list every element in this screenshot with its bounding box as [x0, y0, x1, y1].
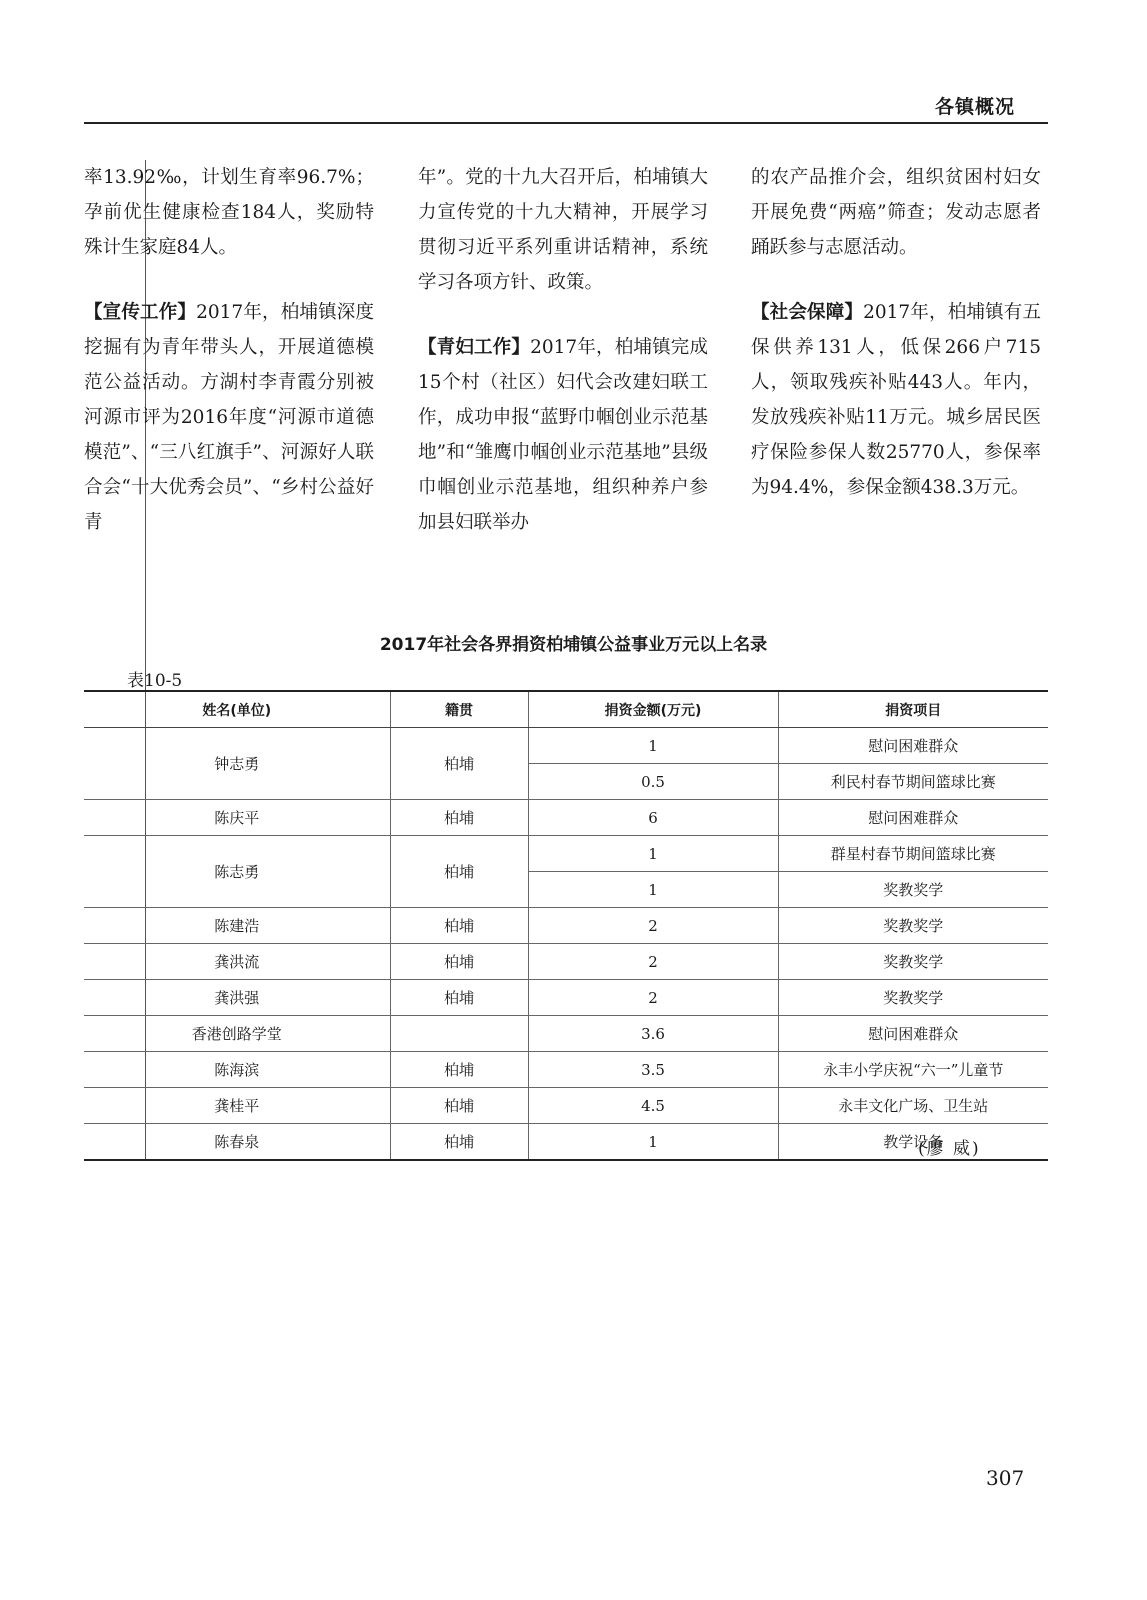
table-row [84, 1124, 1048, 1161]
column-header-project: 捐资项目 [778, 691, 1048, 728]
cell-origin: 柏埔 [390, 908, 528, 944]
cell-project: 奖教奖学 [778, 980, 1048, 1016]
cell-amount: 1 [528, 872, 778, 908]
cell-amount: 2 [528, 980, 778, 1016]
cell-project: 利民村春节期间篮球比赛 [778, 764, 1048, 800]
cell-amount: 1 [528, 1124, 778, 1161]
donation-table [84, 690, 1048, 1161]
table-row [84, 728, 1048, 764]
cell-name: 陈春泉 [84, 1124, 390, 1161]
table-row [84, 980, 1048, 1016]
text-column-2 [418, 160, 708, 570]
table-row [84, 800, 1048, 836]
paragraph-social-security [751, 295, 1041, 505]
paragraph-text: 2017年，柏埔镇有五保供养131人，低保266户715人，领取残疾补贴443人。年内，发放残疾补贴11万元。城乡居民医疗保险参保人数25770人，参保率为94.4%，参保金额438.3万元。 [751, 302, 1041, 498]
cell-name: 龚洪流 [84, 944, 390, 980]
cell-name: 龚桂平 [84, 1088, 390, 1124]
header-divider [84, 122, 1048, 124]
cell-name: 钟志勇 [84, 728, 390, 800]
page-number: 307 [986, 1466, 1025, 1490]
cell-name: 龚洪强 [84, 980, 390, 1016]
cell-origin: 柏埔 [390, 728, 528, 800]
paragraph-text: 2017年，柏埔镇深度挖掘有为青年带头人，开展道德模范公益活动。方湖村李青霞分别被河源市评为2016年度“河源市道德模范”、“三八红旗手”、河源好人联合会“十大优秀会员”、“乡村公益好青 [84, 302, 374, 533]
cell-amount: 6 [528, 800, 778, 836]
table-header-row [84, 691, 1048, 728]
cell-project: 慰问困难群众 [778, 728, 1048, 764]
paragraph-publicity [84, 295, 374, 540]
cell-origin [390, 1016, 528, 1052]
paragraph: 的农产品推介会，组织贫困村妇女开展免费“两癌”筛查；发动志愿者踊跃参与志愿活动。 [751, 167, 1041, 258]
cell-project: 群星村春节期间篮球比赛 [778, 836, 1048, 872]
column-header-origin: 籍贯 [390, 691, 528, 728]
cell-amount: 2 [528, 944, 778, 980]
cell-amount: 4.5 [528, 1088, 778, 1124]
section-label: 【社会保障】 [751, 302, 864, 323]
table-row [84, 1016, 1048, 1052]
text-column-3 [751, 160, 1041, 535]
cell-project: 永丰小学庆祝“六一”儿童节 [778, 1052, 1048, 1088]
cell-amount: 3.6 [528, 1016, 778, 1052]
cell-name: 陈志勇 [84, 836, 390, 908]
cell-name: 陈庆平 [84, 800, 390, 836]
table-number: 表10-5 [127, 671, 183, 691]
cell-amount: 1 [528, 836, 778, 872]
author-credit: (廖 威) [918, 1139, 981, 1159]
section-label: 【青妇工作】 [418, 337, 531, 358]
text-column-1 [84, 160, 374, 570]
cell-project: 慰问困难群众 [778, 800, 1048, 836]
column-header-name: 姓名(单位) [84, 691, 390, 728]
cell-name: 陈海滨 [84, 1052, 390, 1088]
table-title: 2017年社会各界捐资柏埔镇公益事业万元以上名录 [379, 635, 768, 655]
cell-origin: 柏埔 [390, 836, 528, 908]
table-row [84, 1052, 1048, 1088]
cell-origin: 柏埔 [390, 1052, 528, 1088]
cell-name: 香港创路学堂 [84, 1016, 390, 1052]
paragraph-text: 2017年，柏埔镇完成15个村（社区）妇代会改建妇联工作，成功申报“蓝野巾帼创业示范基地”和“雏鹰巾帼创业示范基地”县级巾帼创业示范基地，组织种养户参加县妇联举办 [418, 337, 708, 533]
cell-amount: 2 [528, 908, 778, 944]
cell-origin: 柏埔 [390, 1124, 528, 1161]
cell-origin: 柏埔 [390, 944, 528, 980]
table-row [84, 1088, 1048, 1124]
table-row [84, 908, 1048, 944]
cell-project: 永丰文化广场、卫生站 [778, 1088, 1048, 1124]
cell-project: 奖教奖学 [778, 908, 1048, 944]
paragraph: 率13.92‰，计划生育率96.7%；孕前优生健康检查184人，奖励特殊计生家庭84人。 [84, 167, 374, 258]
section-label: 【宣传工作】 [84, 302, 197, 323]
section-header-title: 各镇概况 [935, 96, 1016, 118]
column-header-amount: 捐资金额(万元) [528, 691, 778, 728]
cell-origin: 柏埔 [390, 980, 528, 1016]
cell-project: 奖教奖学 [778, 872, 1048, 908]
cell-name: 陈建浩 [84, 908, 390, 944]
cell-origin: 柏埔 [390, 800, 528, 836]
paragraph-youth-women [418, 330, 708, 540]
cell-amount: 3.5 [528, 1052, 778, 1088]
cell-origin: 柏埔 [390, 1088, 528, 1124]
cell-project: 奖教奖学 [778, 944, 1048, 980]
cell-amount: 0.5 [528, 764, 778, 800]
cell-amount: 1 [528, 728, 778, 764]
cell-project: 教学设备 [778, 1124, 1048, 1161]
paragraph: 年”。党的十九大召开后，柏埔镇大力宣传党的十九大精神，开展学习贯彻习近平系列重讲话精神，系统学习各项方针、政策。 [418, 167, 708, 293]
table-row [84, 944, 1048, 980]
table-row [84, 836, 1048, 872]
cell-project: 慰问困难群众 [778, 1016, 1048, 1052]
